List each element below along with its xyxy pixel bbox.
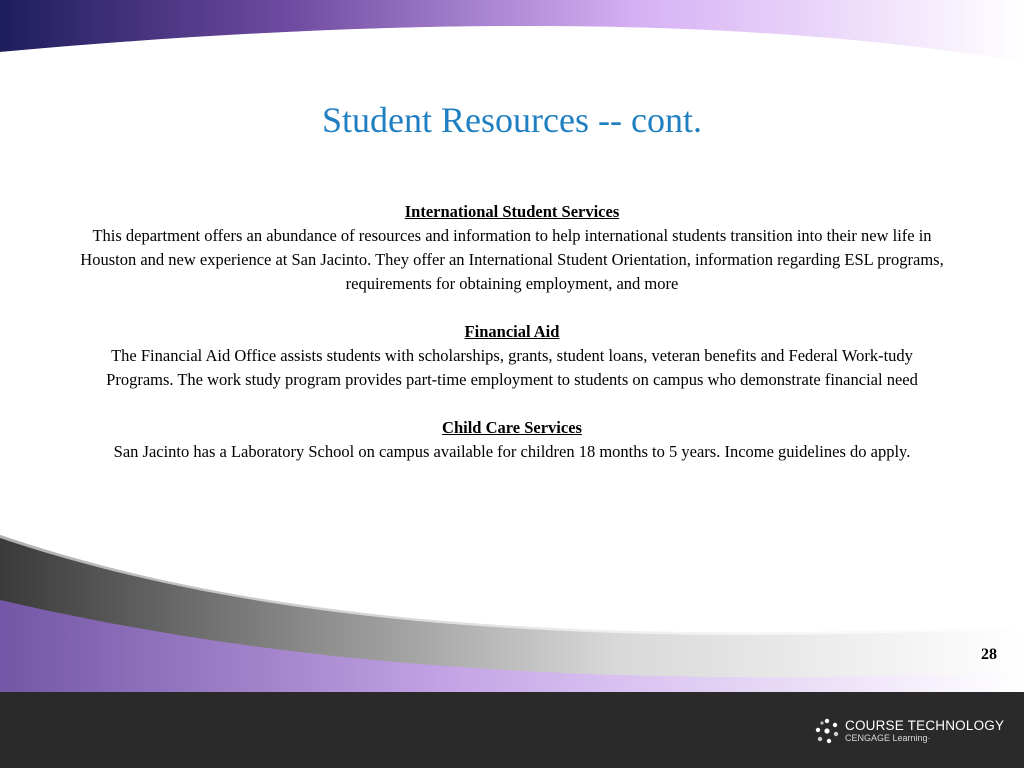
section-body: This department offers an abundance of resources and information to help international students transition into their new life in Houston and new experience at San Jacinto. They offer an International Student Orientation, information regarding ESL programs, requirements for obtaining employment, and more <box>80 226 944 293</box>
section-heading: Child Care Services <box>442 418 582 437</box>
section-body: The Financial Aid Office assists students with scholarships, grants, student loans, veteran benefits and Federal Work-tudy Programs. The work study program provides part-time employment to students on campus who demonstrate financial need <box>106 346 918 389</box>
page-number: 28 <box>981 646 997 663</box>
section-financial-aid <box>80 320 944 392</box>
section-international-student-services <box>80 200 944 296</box>
course-technology-logo <box>815 716 1004 746</box>
slide-title: Student Resources -- cont. <box>322 100 702 140</box>
logo-course-technology-text: COURSE TECHNOLOGY <box>845 717 1005 733</box>
slide-content <box>80 200 944 488</box>
logo-cengage-learning-text: CENGAGE Learning· <box>845 733 931 744</box>
section-heading: International Student Services <box>404 202 620 221</box>
section-heading: Financial Aid <box>464 322 560 341</box>
section-body: San Jacinto has a Laboratory School on campus available for children 18 months to 5 years. Income guidelines do apply. <box>113 442 911 461</box>
cengage-star-icon <box>815 718 839 744</box>
logo-text <box>845 719 1004 744</box>
section-child-care-services <box>80 416 944 464</box>
